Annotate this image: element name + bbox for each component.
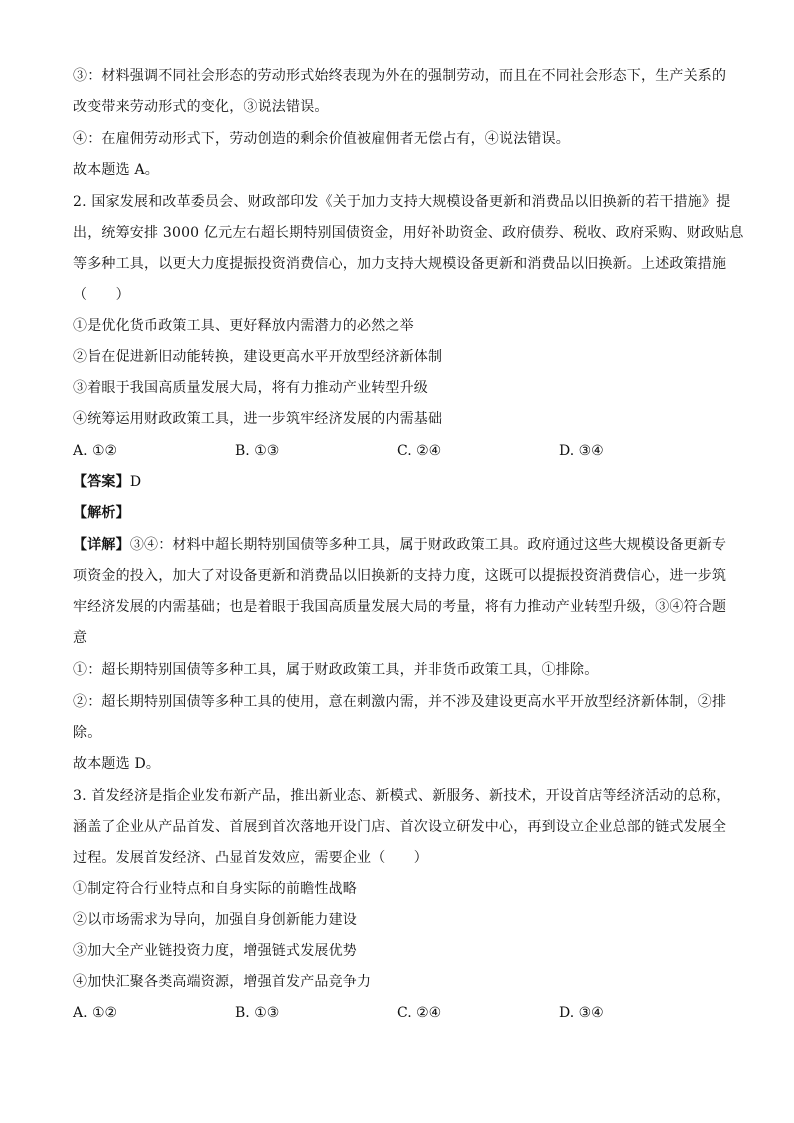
answer-value: D [129,474,142,490]
text-line: 项资金的投入，加大了对设备更新和消费品以旧换新的支持力度，这既可以提振投资消费信心，进一步筑 [73,568,727,584]
statement-2: ②旨在促进新旧动能转换，建设更高水平开放型经济新体制 [73,349,443,365]
statement-1: ①制定符合行业特点和自身实际的前瞻性战略 [73,881,357,897]
statement-3: ③着眼于我国高质量发展大局，将有力推动产业转型升级 [73,380,428,396]
text-line: 除。 [73,725,102,741]
detail-line [73,535,726,555]
answer-label: 【答案】 [73,474,130,490]
option-b: B. ①③ [235,443,280,459]
statement-4: ④统筹运用财政政策工具，进一步筑牢经济发展的内需基础 [73,411,443,427]
question-2-stem: 2. 国家发展和改革委员会、财政部印发《关于加力支持大规模设备更新和消费品以旧换新的若干措施》提 [73,194,731,210]
answer-line [73,472,141,492]
text-line: 改变带来劳动形式的变化，③说法错误。 [73,99,329,115]
text-line: ①：超长期特别国债等多种工具，属于财政政策工具，并非货币政策工具，①排除。 [73,662,599,678]
text-line: 出，统筹安排 3000 亿元左右超长期特别国债资金，用好补助资金、政府债券、税收、政府采购、财政贴息 [73,225,744,241]
statement-1: ①是优化货币政策工具、更好释放内需潜力的必然之举 [73,318,414,334]
option-d: D. ③④ [559,443,604,459]
option-d: D. ③④ [559,1005,604,1021]
question-3-stem: 3. 首发经济是指企业发布新产品，推出新业态、新模式、新服务、新技术，开设首店等经济活动的总称， [73,788,731,804]
text-line: 牢经济发展的内需基础；也是着眼于我国高质量发展大局的考量，将有力推动产业转型升级，③④符合题 [73,599,727,615]
text-line: 故本题选 D。 [73,756,161,772]
option-c: C. ②④ [397,1005,442,1021]
option-a: A. ①② [73,443,118,459]
statement-2: ②以市场需求为导向，加强自身创新能力建设 [73,912,357,928]
text-line: ②：超长期特别国债等多种工具的使用，意在刺激内需，并不涉及建设更高水平开放型经济新体制，②排 [73,694,727,710]
answer-blank: （ ） [73,287,130,303]
analysis-label: 【解析】 [73,505,130,521]
text-line: 等多种工具，以更大力度提振投资消费信心，加力支持大规模设备更新和消费品以旧换新。上述政策措施 [73,256,727,272]
text-line: ④：在雇佣劳动形式下，劳动创造的剩余价值被雇佣者无偿占有，④说法错误。 [73,131,570,147]
detail-text: ③④：材料中超长期特别国债等多种工具，属于财政政策工具。政府通过这些大规模设备更新专 [129,537,727,553]
statement-4: ④加快汇聚各类高端资源，增强首发产品竞争力 [73,974,372,990]
text-line: 意 [73,630,88,646]
option-b: B. ①③ [235,1005,280,1021]
text-line: ③：材料强调不同社会形态的劳动形式始终表现为外在的强制劳动，而且在不同社会形态下，生产关系的 [73,68,727,84]
option-a: A. ①② [73,1005,118,1021]
text-line: 涵盖了企业从产品首发、首展到首次落地开设门店、首次设立研发中心，再到设立企业总部的链式发展全 [73,819,727,835]
text-line: 故本题选 A。 [73,162,159,178]
text-line: 过程。发展首发经济、凸显首发效应，需要企业（ ） [73,850,428,866]
detail-label: 【详解】 [73,537,130,553]
option-c: C. ②④ [397,443,442,459]
statement-3: ③加大全产业链投资力度，增强链式发展优势 [73,943,357,959]
